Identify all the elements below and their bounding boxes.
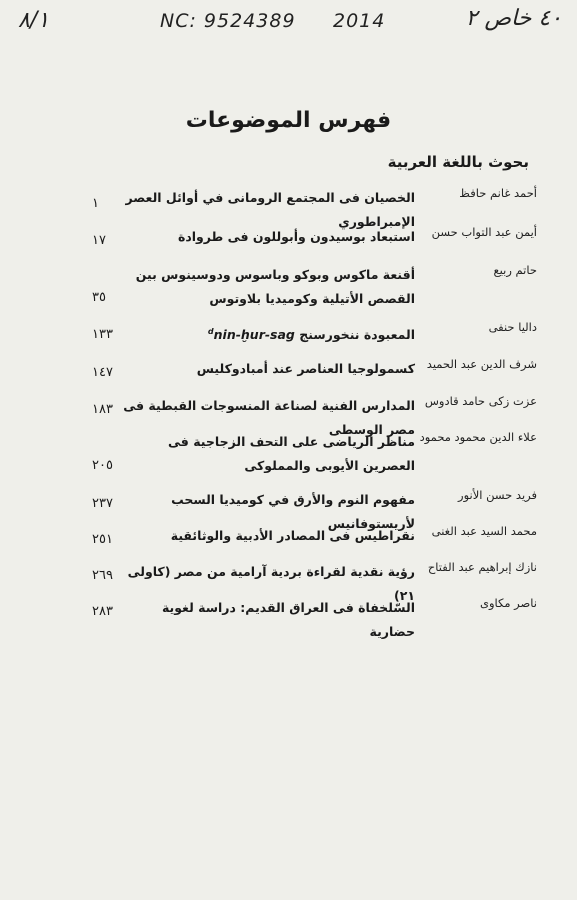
entry-page: ١٧ bbox=[92, 233, 106, 248]
entry-title: مفهوم النوم والأرق في كوميديا السحب لأريستوفانيس bbox=[171, 492, 415, 531]
entry-page: ١٤٧ bbox=[92, 365, 113, 380]
toc-entry bbox=[0, 596, 577, 656]
entry-title: كسمولوجيا العناصر عند أمبادوكليس bbox=[196, 361, 415, 376]
handwritten-code: ٤٠ خاص ٢ bbox=[465, 6, 562, 31]
entry-title: استبعاد بوسيدون وأبوللون فى طروادة bbox=[177, 229, 415, 244]
entry-title-latin bbox=[208, 327, 295, 342]
entry-title: مناظر الرياضى على التحف الزجاجية فى العصرين الأيوبى والمملوكى bbox=[168, 434, 415, 473]
entry-author: ناصر مكاوى bbox=[479, 596, 537, 610]
entry-author: علاء الدين محمود محمود bbox=[419, 430, 537, 444]
entry-page: ٢٣٧ bbox=[92, 496, 113, 511]
entry-page: ٢٨٣ bbox=[92, 604, 113, 619]
toc-entry bbox=[0, 430, 577, 490]
entry-page: ١ bbox=[92, 196, 99, 211]
entry-page: ١٣٣ bbox=[92, 327, 113, 342]
entry-author: محمد السيد عبد الغنى bbox=[431, 524, 537, 538]
entry-author: أحمد غانم حافظ bbox=[459, 186, 537, 200]
entry-title-arabic: المعبودة ننخورسنج bbox=[299, 327, 415, 343]
entry-author: شرف الدين عبد الحميد bbox=[426, 357, 537, 371]
page-title: فهرس الموضوعات bbox=[185, 108, 392, 133]
entry-title: الخصيان فى المجتمع الرومانى في أوائل العصر الإمبراطوري bbox=[125, 190, 415, 229]
handwritten-nc-number: NC: 9524389 bbox=[160, 10, 296, 32]
entry-title: رؤية نقدية لقراءة بردية آرامية من مصر (كاولى ٢١) bbox=[127, 564, 415, 603]
entry-page: ٢٦٩ bbox=[92, 568, 113, 583]
entry-title: نقراطيس فى المصادر الأدبية والوثائقية bbox=[170, 528, 415, 543]
entry-title: المدارس الفنية لصناعة المنسوجات القبطية فى مصر الوسطى bbox=[123, 398, 415, 437]
entry-author: فريد حسن الأنور bbox=[458, 488, 537, 502]
entry-author: حاتم ربيع bbox=[493, 263, 537, 277]
toc-entry bbox=[0, 263, 577, 323]
latin-text: nin-ḫur-sag bbox=[213, 327, 295, 343]
entry-author: داليا حنفى bbox=[488, 320, 537, 334]
entry-author: نازك إبراهيم عبد الفتاح bbox=[427, 560, 537, 574]
entry-title: السّلخفاة فى العراق القديم: دراسة لغوية حضارية bbox=[161, 600, 415, 639]
entry-author: عزت زكى حامد قادوس bbox=[424, 394, 537, 408]
entry-page: ١٨٣ bbox=[92, 402, 113, 417]
section-heading: بحوث باللغة العربية bbox=[387, 153, 529, 171]
latin-superscript: d bbox=[207, 327, 214, 336]
handwritten-year: 2014 bbox=[333, 10, 386, 32]
handwritten-folio: ٨/١ bbox=[18, 8, 50, 33]
entry-title: أقنعة ماكوس وبوكو وباسوس ودوسينوس بين القصص الأتيلية وكوميديا بلاوتوس bbox=[135, 267, 415, 306]
entry-page: ٢٥١ bbox=[92, 532, 113, 547]
entry-page: ٣٥ bbox=[92, 290, 106, 305]
entry-title bbox=[115, 320, 415, 347]
entry-author: أيمن عبد التواب حسن bbox=[431, 225, 537, 239]
entry-page: ٢٠٥ bbox=[92, 458, 113, 473]
